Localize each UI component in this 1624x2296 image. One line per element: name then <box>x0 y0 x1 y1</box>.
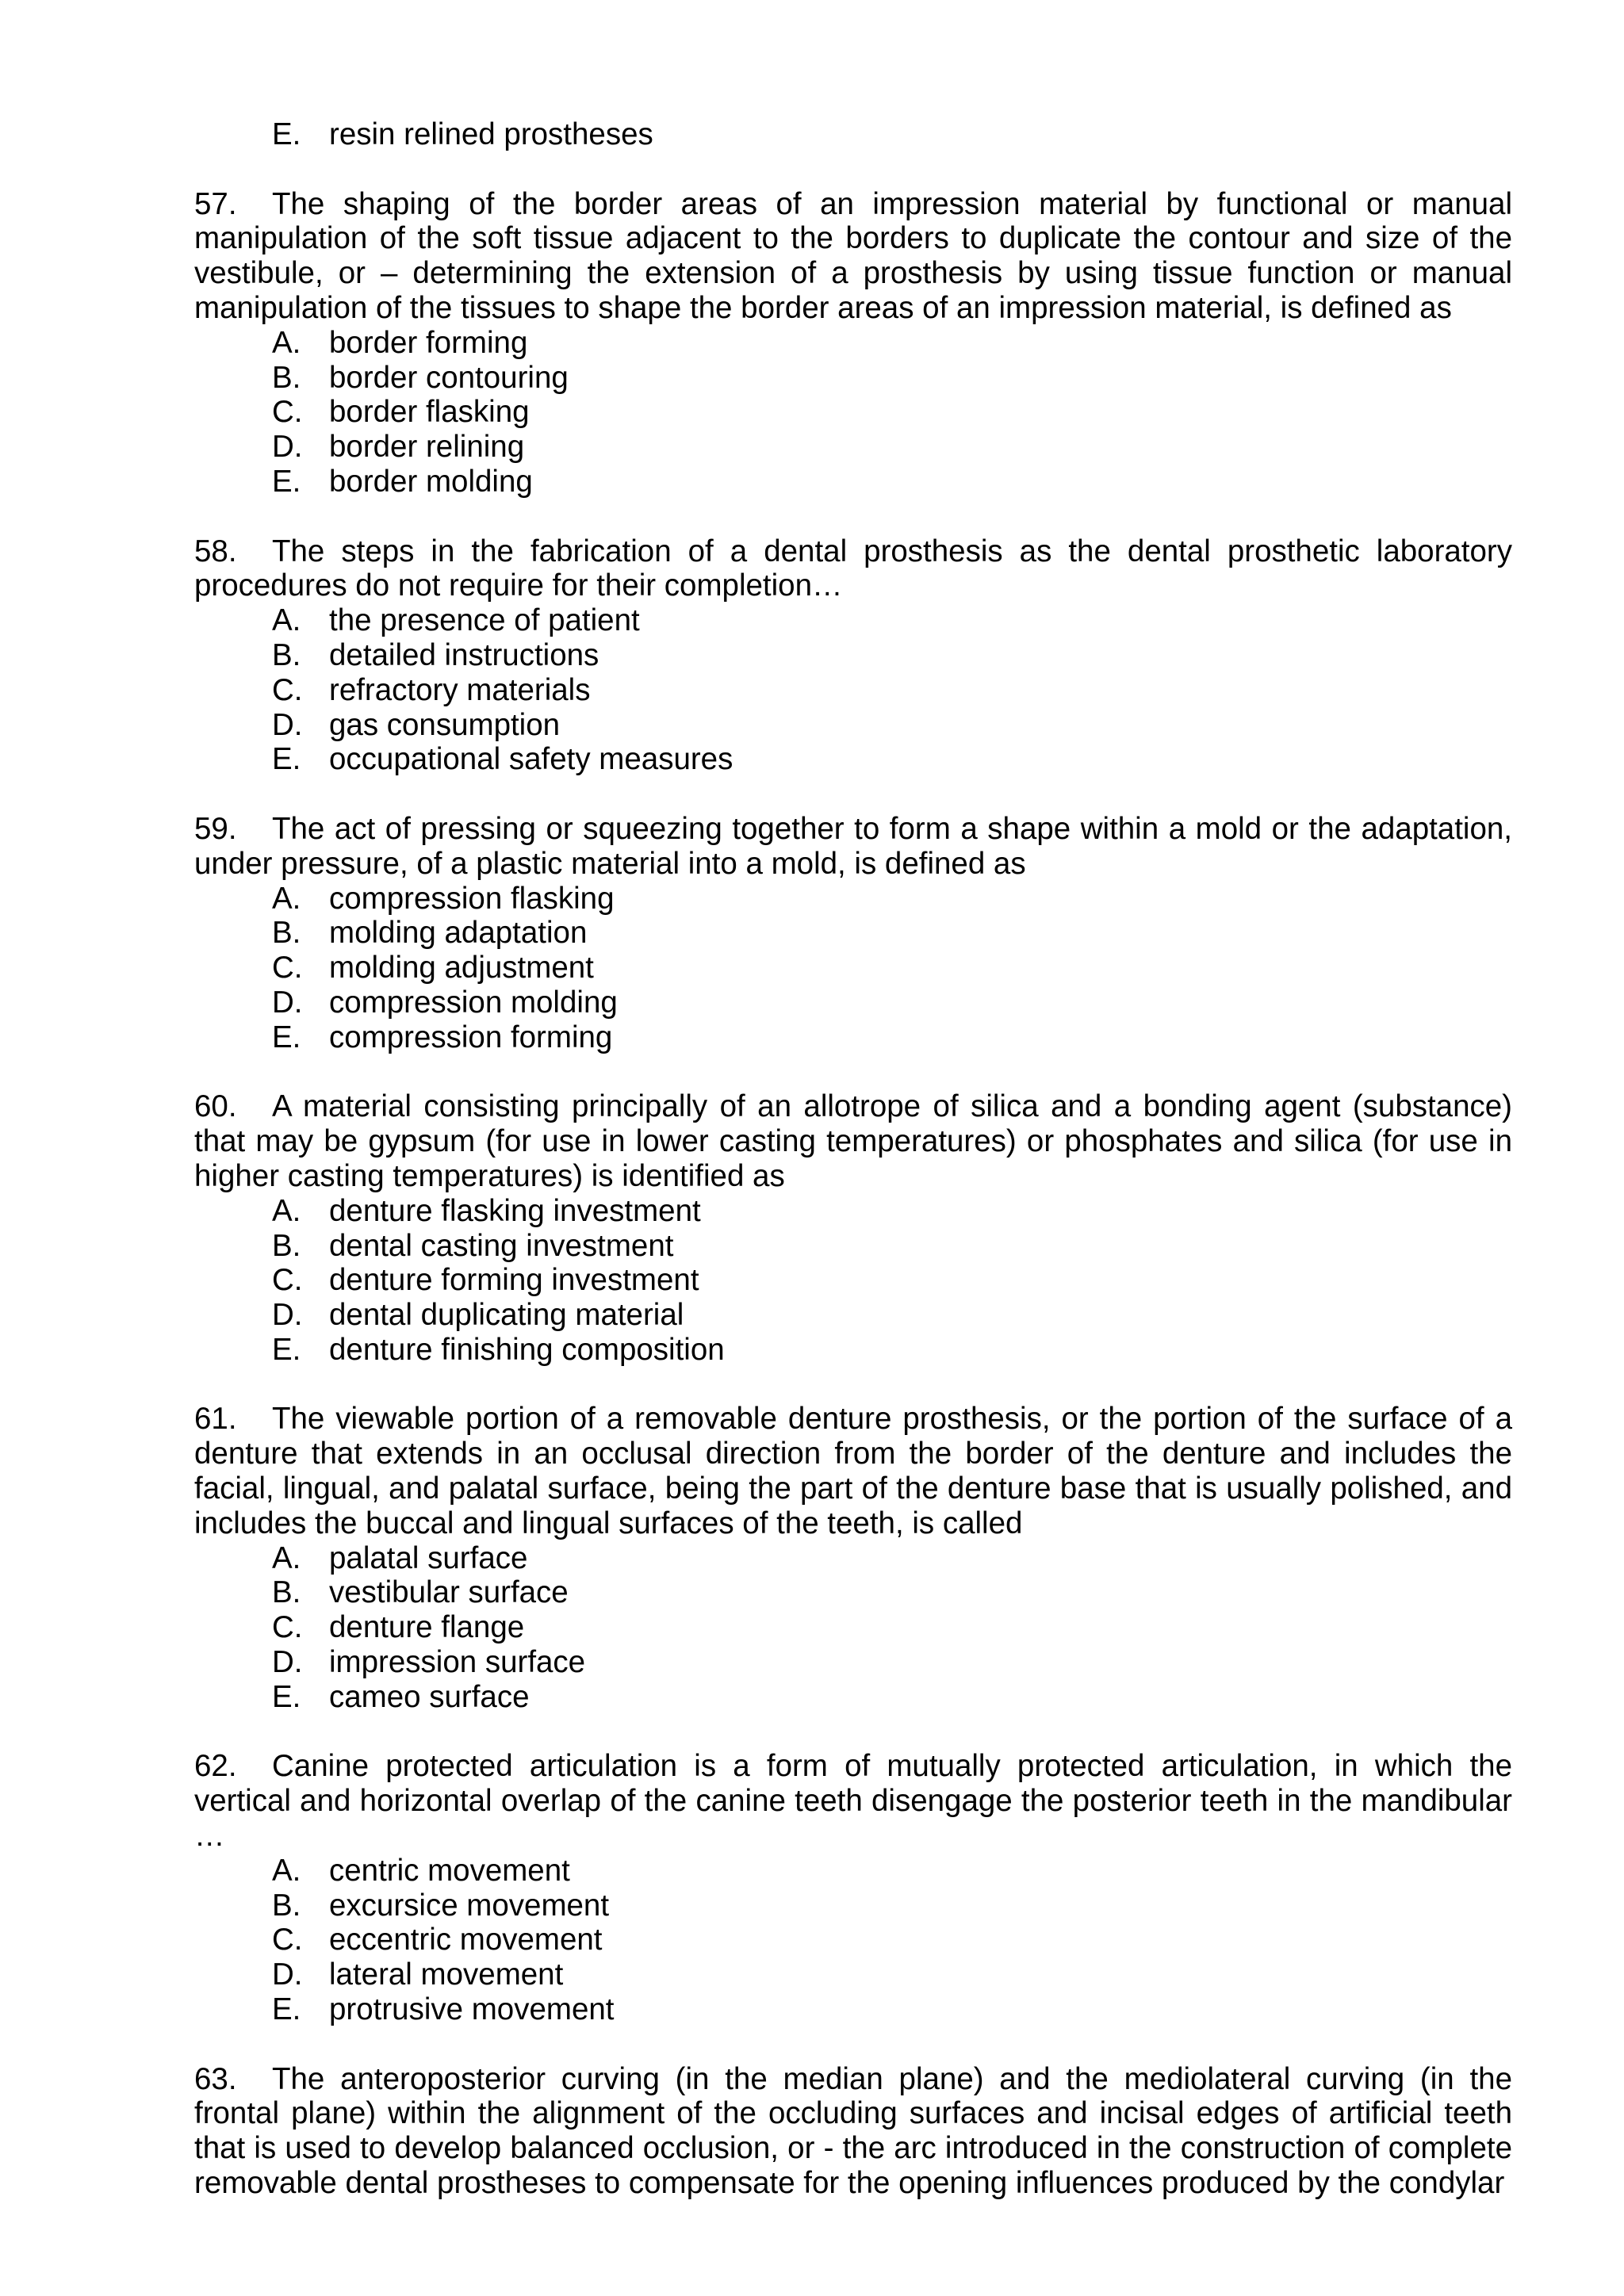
option-text: impression surface <box>329 1645 586 1680</box>
question-61 <box>194 1402 1512 1714</box>
option-letter: D. <box>272 707 303 742</box>
option-text: compression flasking <box>329 881 615 916</box>
answer-option <box>272 985 1512 1020</box>
option-letter: E. <box>272 742 301 777</box>
answer-option <box>272 1020 1512 1055</box>
option-letter: A. <box>272 1193 301 1228</box>
option-letter: D. <box>272 430 303 465</box>
option-letter: E. <box>272 1679 301 1714</box>
answer-option <box>272 1541 1512 1576</box>
option-text: occupational safety measures <box>329 742 733 777</box>
option-letter: A. <box>272 881 301 916</box>
option-letter: A. <box>272 325 301 360</box>
question-text: The act of pressing or squeezing together to form a shape within a mold or the adaptation, under pressure, of a plastic material into a mold, is defined as <box>194 811 1512 881</box>
option-text: border forming <box>329 325 528 360</box>
answer-option <box>272 465 1512 499</box>
answer-options <box>194 1854 1512 2027</box>
question-number: 58. <box>194 534 237 568</box>
answer-option <box>272 326 1512 361</box>
answer-options <box>194 1541 1512 1715</box>
option-letter: B. <box>272 637 301 672</box>
answer-options <box>194 326 1512 499</box>
answer-option <box>272 430 1512 465</box>
answer-option <box>272 361 1512 396</box>
answer-option <box>272 1992 1512 2027</box>
option-letter: C. <box>272 672 303 707</box>
question-text: Canine protected articulation is a form of mutually protected articulation, in which the vertical and horizontal overlap of the canine teeth disengage the posterior teeth in the mandibular … <box>194 1749 1512 1854</box>
option-letter: D. <box>272 1645 303 1680</box>
option-letter: D. <box>272 985 303 1020</box>
option-text: denture finishing composition <box>329 1332 725 1367</box>
answer-option <box>272 1923 1512 1957</box>
question-stem <box>194 1402 1512 1540</box>
question-number: 61. <box>194 1402 237 1437</box>
option-letter: D. <box>272 1298 303 1333</box>
question-59 <box>194 812 1512 1055</box>
answer-option <box>272 603 1512 638</box>
question-number: 57. <box>194 186 237 221</box>
answer-option <box>272 742 1512 777</box>
answer-option <box>272 708 1512 743</box>
option-text: centric movement <box>329 1853 570 1888</box>
answer-option <box>272 1229 1512 1264</box>
document-page <box>194 117 1512 2201</box>
answer-options <box>194 603 1512 777</box>
question-stem <box>194 1089 1512 1193</box>
option-letter: E. <box>272 117 301 151</box>
question-number: 59. <box>194 811 237 846</box>
option-letter: E. <box>272 1992 301 2027</box>
option-text: detailed instructions <box>329 637 599 672</box>
question-63 <box>194 2062 1512 2201</box>
option-letter: C. <box>272 951 303 985</box>
option-text: lateral movement <box>329 1957 564 1992</box>
option-letter: E. <box>272 1332 301 1367</box>
question-stem <box>194 187 1512 326</box>
option-text: cameo surface <box>329 1679 530 1714</box>
answer-options <box>194 1194 1512 1368</box>
answer-option <box>272 638 1512 673</box>
answer-option <box>272 1298 1512 1333</box>
option-text: border relining <box>329 430 525 465</box>
question-number: 60. <box>194 1089 237 1124</box>
option-text: palatal surface <box>329 1540 528 1575</box>
answer-options <box>194 882 1512 1055</box>
option-text: vestibular surface <box>329 1575 569 1610</box>
option-text: resin relined prostheses <box>329 117 653 151</box>
option-letter: D. <box>272 1957 303 1992</box>
option-text: eccentric movement <box>329 1923 603 1957</box>
answer-option <box>272 1957 1512 1992</box>
question-stem <box>194 534 1512 604</box>
option-text: molding adaptation <box>329 916 588 951</box>
option-text: border contouring <box>329 360 569 395</box>
answer-option <box>272 395 1512 430</box>
option-text: protrusive movement <box>329 1992 615 2027</box>
answer-option <box>272 1680 1512 1715</box>
option-letter: E. <box>272 464 301 499</box>
option-letter: C. <box>272 1923 303 1957</box>
option-text: compression forming <box>329 1020 613 1054</box>
question-text: A material consisting principally of an allotrope of silica and a bonding agent (substance) that may be gypsum (for use in lower casting temperatures) or phosphates and silica (for use in higher casting temperatures) is identified as <box>194 1089 1512 1193</box>
carried-over-option <box>272 117 1512 152</box>
question-57 <box>194 187 1512 499</box>
option-letter: B. <box>272 360 301 395</box>
option-text: dental casting investment <box>329 1228 674 1263</box>
option-letter: E. <box>272 1020 301 1054</box>
answer-option <box>272 916 1512 951</box>
option-text: border flasking <box>329 395 530 430</box>
answer-option <box>272 673 1512 708</box>
option-letter: A. <box>272 1853 301 1888</box>
option-letter: A. <box>272 603 301 638</box>
option-letter: A. <box>272 1540 301 1575</box>
question-stem <box>194 812 1512 882</box>
answer-option <box>272 951 1512 985</box>
option-text: denture forming investment <box>329 1263 699 1298</box>
option-text: refractory materials <box>329 672 591 707</box>
answer-option <box>272 1263 1512 1298</box>
question-text: The steps in the fabrication of a dental prosthesis as the dental prosthetic laboratory procedures do not require for their completion… <box>194 534 1512 603</box>
question-text: The anteroposterior curving (in the median plane) and the mediolateral curving (in the frontal plane) within the alignment of the occluding surfaces and incisal edges of artificial teeth that is used to develop balanced occlusion, or - the arc introduced in the construction of complete removable dental prostheses to compensate for the opening influences produced by the condylar <box>194 2061 1512 2201</box>
option-text: border molding <box>329 464 533 499</box>
option-text: excursice movement <box>329 1888 610 1923</box>
answer-option <box>272 1575 1512 1610</box>
option-text: molding adjustment <box>329 951 594 985</box>
option-letter: B. <box>272 1228 301 1263</box>
question-stem <box>194 1749 1512 1853</box>
question-text: The shaping of the border areas of an impression material by functional or manual manipulation of the soft tissue adjacent to the borders to duplicate the contour and size of the vestibule, or – determining the extension of a prosthesis by using tissue function or manual manipulation of the tissues to shape the border areas of an impression material, is defined as <box>194 186 1512 325</box>
option-text: the presence of patient <box>329 603 640 638</box>
question-58 <box>194 534 1512 778</box>
option-text: dental duplicating material <box>329 1298 684 1333</box>
option-text: denture flange <box>329 1610 525 1645</box>
answer-option <box>272 1645 1512 1680</box>
option-text: denture flasking investment <box>329 1193 701 1228</box>
question-stem <box>194 2062 1512 2201</box>
question-number: 63. <box>194 2061 237 2096</box>
answer-option <box>272 1194 1512 1229</box>
answer-option <box>272 882 1512 916</box>
option-letter: C. <box>272 395 303 430</box>
option-letter: C. <box>272 1610 303 1645</box>
question-62 <box>194 1749 1512 2026</box>
option-letter: B. <box>272 916 301 951</box>
question-number: 62. <box>194 1749 237 1784</box>
answer-option <box>272 1610 1512 1645</box>
option-letter: B. <box>272 1888 301 1923</box>
answer-option <box>272 1888 1512 1923</box>
answer-option <box>272 1333 1512 1368</box>
option-text: gas consumption <box>329 707 561 742</box>
option-letter: B. <box>272 1575 301 1610</box>
question-text: The viewable portion of a removable denture prosthesis, or the portion of the surface of a denture that extends in an occlusal direction from the border of the denture and includes the facial, lingual, and palatal surface, being the part of the denture base that is usually polished, and includes the buccal and lingual surfaces of the teeth, is called <box>194 1402 1512 1540</box>
option-letter: C. <box>272 1263 303 1298</box>
question-60 <box>194 1089 1512 1367</box>
answer-option <box>272 1854 1512 1888</box>
option-text: compression molding <box>329 985 618 1020</box>
